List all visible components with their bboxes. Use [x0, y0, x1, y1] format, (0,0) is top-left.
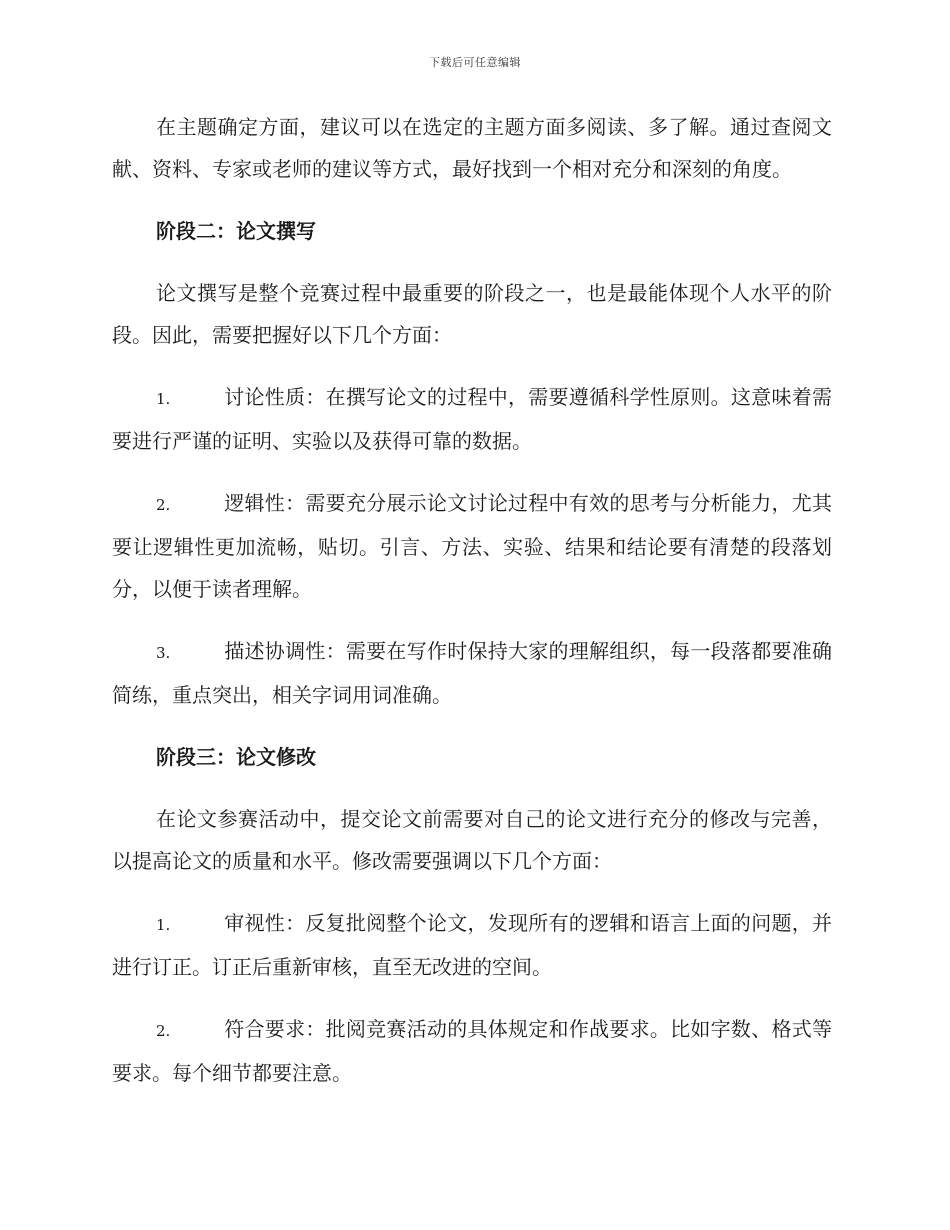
list-number: 1.	[156, 916, 171, 934]
list-number: 3.	[156, 644, 171, 662]
list-item	[112, 482, 832, 610]
header-note: 下载后可任意编辑	[429, 56, 521, 69]
list-number: 1.	[156, 390, 171, 408]
section-heading-stage-two: 阶段二：论文撰写	[156, 219, 316, 243]
list-item	[112, 1008, 832, 1094]
list-text: 描述协调性：需要在写作时保持大家的理解组织，每一段落都要准确简练，重点突出，相关字词用词准确。	[112, 639, 832, 707]
list-text: 审视性：反复批阅整个论文，发现所有的逻辑和语言上面的问题，并进行订正。订正后重新审核，直至无改进的空间。	[112, 911, 832, 979]
list-text: 逻辑性：需要充分展示论文讨论过程中有效的思考与分析能力，尤其要让逻辑性更加流畅，贴切。引言、方法、实验、结果和结论要有清楚的段落划分，以便于读者理解。	[112, 491, 832, 601]
paragraph-writing-intro: 论文撰写是整个竞赛过程中最重要的阶段之一，也是最能体现个人水平的阶段。因此，需要把握好以下几个方面：	[112, 281, 832, 347]
section-heading-stage-three: 阶段三：论文修改	[156, 745, 316, 769]
list-number: 2.	[156, 496, 171, 514]
list-text: 讨论性质：在撰写论文的过程中，需要遵循科学性原则。这意味着需要进行严谨的证明、实验以及获得可靠的数据。	[112, 385, 832, 453]
paragraph-topic: 在主题确定方面，建议可以在选定的主题方面多阅读、多了解。通过查阅文献、资料、专家或老师的建议等方式，最好找到一个相对充分和深刻的角度。	[112, 115, 832, 181]
list-text: 符合要求：批阅竞赛活动的具体规定和作战要求。比如字数、格式等要求。每个细节都要注意。	[112, 1017, 832, 1085]
list-number: 2.	[156, 1022, 171, 1040]
document-body	[112, 106, 832, 1114]
paragraph-revision-intro: 在论文参赛活动中，提交论文前需要对自己的论文进行充分的修改与完善，以提高论文的质量和水平。修改需要强调以下几个方面：	[112, 807, 832, 873]
list-item	[112, 630, 832, 716]
list-item	[112, 376, 832, 462]
list-item	[112, 902, 832, 988]
